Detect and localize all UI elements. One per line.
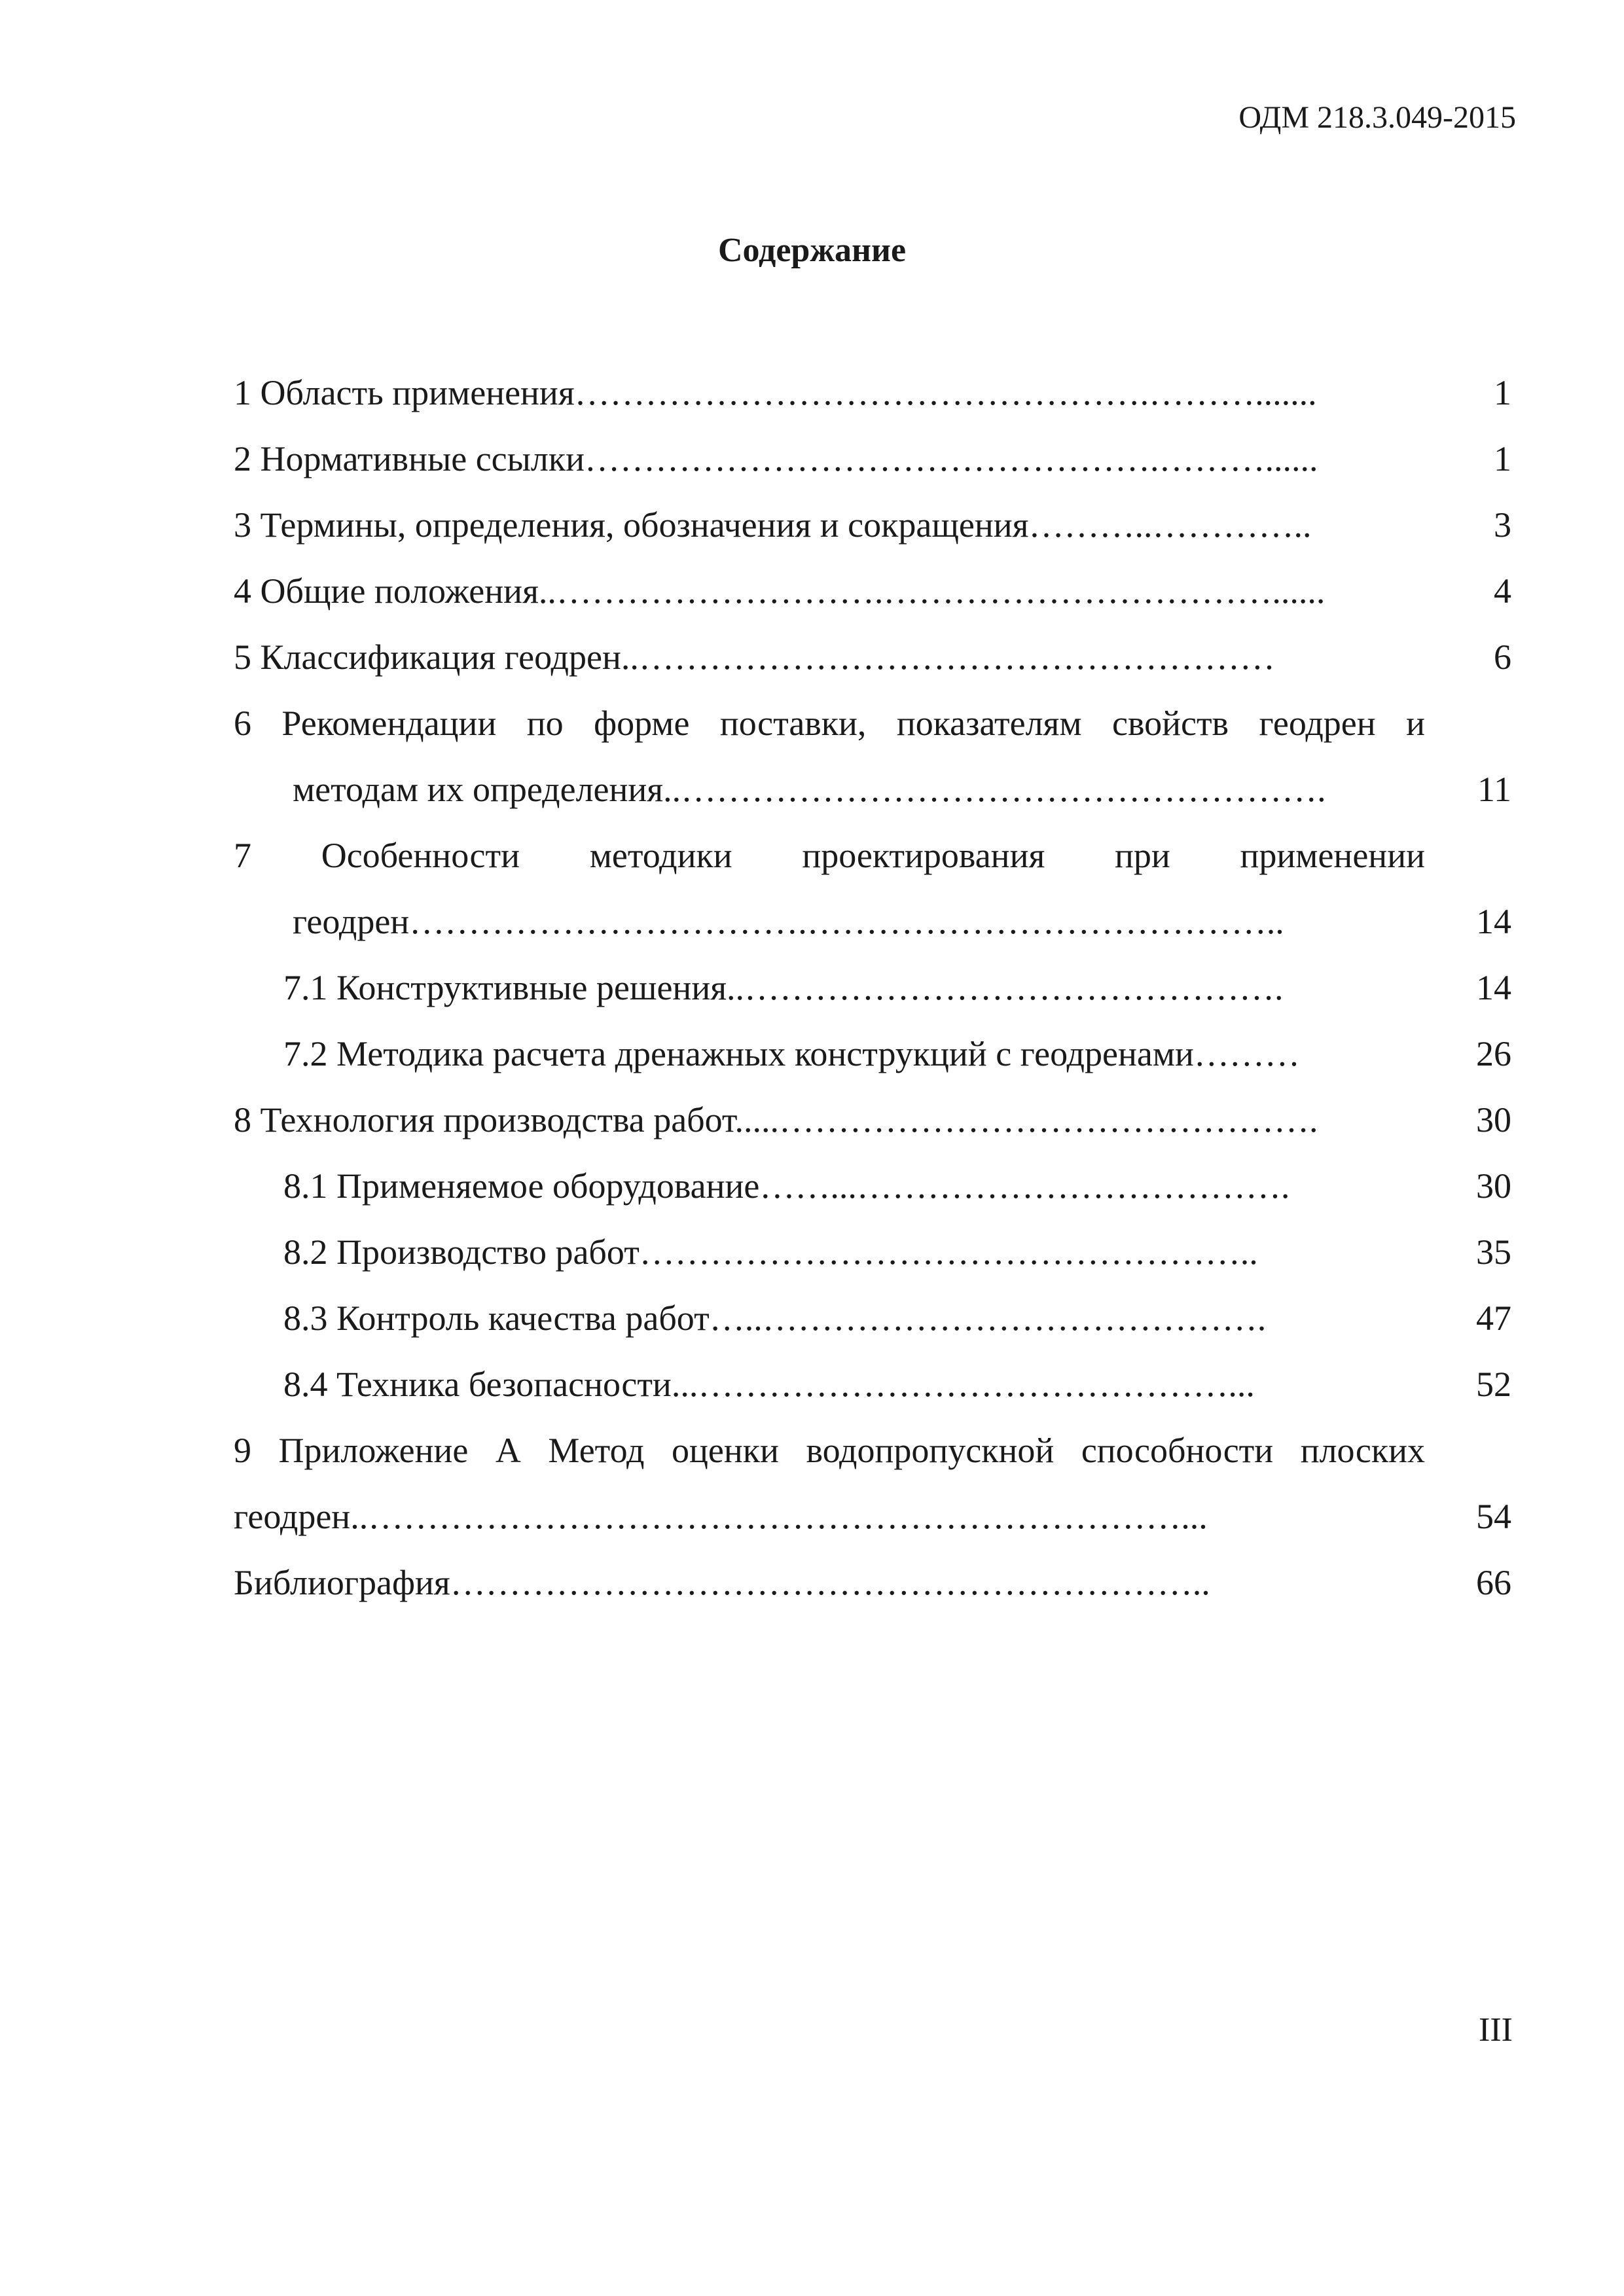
toc-entry-page: 52 [1476, 1365, 1511, 1404]
toc-entry-text: 3 Термины, определения, обозначения и сокращения………..………….. [234, 505, 1312, 545]
toc-entry-page: 14 [1476, 968, 1511, 1007]
toc-entry-text: 8.1 Применяемое оборудование……...………………………………. [283, 1166, 1290, 1206]
table-of-contents [234, 360, 1511, 1616]
toc-entry-page: 30 [1476, 1166, 1511, 1206]
page-number: III [1479, 2011, 1513, 2049]
toc-entry[interactable] [234, 691, 1511, 823]
toc-entry-page: 1 [1494, 373, 1511, 412]
toc-entry-page: 66 [1476, 1563, 1511, 1602]
toc-entry[interactable] [234, 1550, 1511, 1616]
toc-entry-text: 4 Общие положения..……………………….……………………………...... [234, 571, 1326, 611]
toc-entry-text: 8.4 Техника безопасности...………………………………………... [283, 1365, 1255, 1404]
toc-entry[interactable] [234, 492, 1511, 558]
document-code: ОДМ 218.3.049-2015 [1238, 100, 1516, 135]
toc-entry-text: 2 Нормативные ссылки………………………………………….………...... [234, 439, 1318, 478]
toc-entry[interactable] [234, 624, 1511, 691]
toc-title: Содержание [717, 232, 907, 269]
toc-entry-text-line2: геодрен..……………………………………………………………... [234, 1497, 1208, 1536]
toc-entry[interactable] [234, 360, 1511, 426]
toc-entry-text: 1 Область применения………………………………………….………....... [234, 373, 1317, 412]
toc-entry-text: Библиография……………………………………………………….. [234, 1563, 1210, 1602]
toc-entry-text: 7.2 Методика расчета дренажных конструкций с геодренами……… [283, 1034, 1300, 1073]
toc-entry[interactable] [234, 1153, 1511, 1219]
toc-entry-text-line1: 9 Приложение А Метод оценки водопропускной способности плоских [234, 1431, 1425, 1470]
toc-entry-text: 8.2 Производство работ…………………………………………….. [283, 1232, 1258, 1272]
toc-entry[interactable] [234, 1352, 1511, 1418]
toc-entry-text: 7.1 Конструктивные решения..………………………………………. [283, 968, 1284, 1007]
toc-entry[interactable] [234, 1021, 1511, 1087]
toc-entry[interactable] [234, 823, 1511, 955]
toc-entry-page: 6 [1494, 637, 1511, 677]
toc-entry-text-line2: методам их определения..………………………………………………. [293, 770, 1326, 809]
toc-entry-text: 8.3 Контроль качества работ…..……………………………………. [283, 1299, 1267, 1338]
toc-entry-page: 3 [1494, 505, 1511, 545]
toc-entry-page: 11 [1477, 770, 1511, 809]
toc-entry-text-line2: геодрен…………………………….………………………………….. [293, 902, 1284, 941]
toc-entry-text-line1: 6 Рекомендации по форме поставки, показателям свойств геодрен и [234, 704, 1425, 743]
toc-entry[interactable] [234, 955, 1511, 1021]
toc-entry-page: 1 [1494, 439, 1511, 478]
toc-entry[interactable] [234, 1087, 1511, 1153]
toc-entry[interactable] [234, 1418, 1511, 1550]
toc-entry[interactable] [234, 1219, 1511, 1285]
toc-entry[interactable] [234, 1285, 1511, 1352]
toc-entry-text-line1: 7 Особенности методики проектирования при применении [234, 836, 1425, 875]
toc-entry-page: 26 [1476, 1034, 1511, 1073]
toc-entry-page: 54 [1476, 1497, 1511, 1536]
toc-entry-page: 14 [1476, 902, 1511, 941]
toc-entry-page: 47 [1476, 1299, 1511, 1338]
toc-entry-page: 30 [1476, 1100, 1511, 1139]
toc-entry[interactable] [234, 426, 1511, 492]
toc-entry-text: 5 Классификация геодрен..……………………………………………… [234, 637, 1275, 677]
toc-entry-page: 35 [1476, 1232, 1511, 1272]
toc-entry[interactable] [234, 558, 1511, 624]
toc-entry-text: 8 Технология производства работ.....………………………………………. [234, 1100, 1318, 1139]
toc-entry-page: 4 [1494, 571, 1511, 611]
